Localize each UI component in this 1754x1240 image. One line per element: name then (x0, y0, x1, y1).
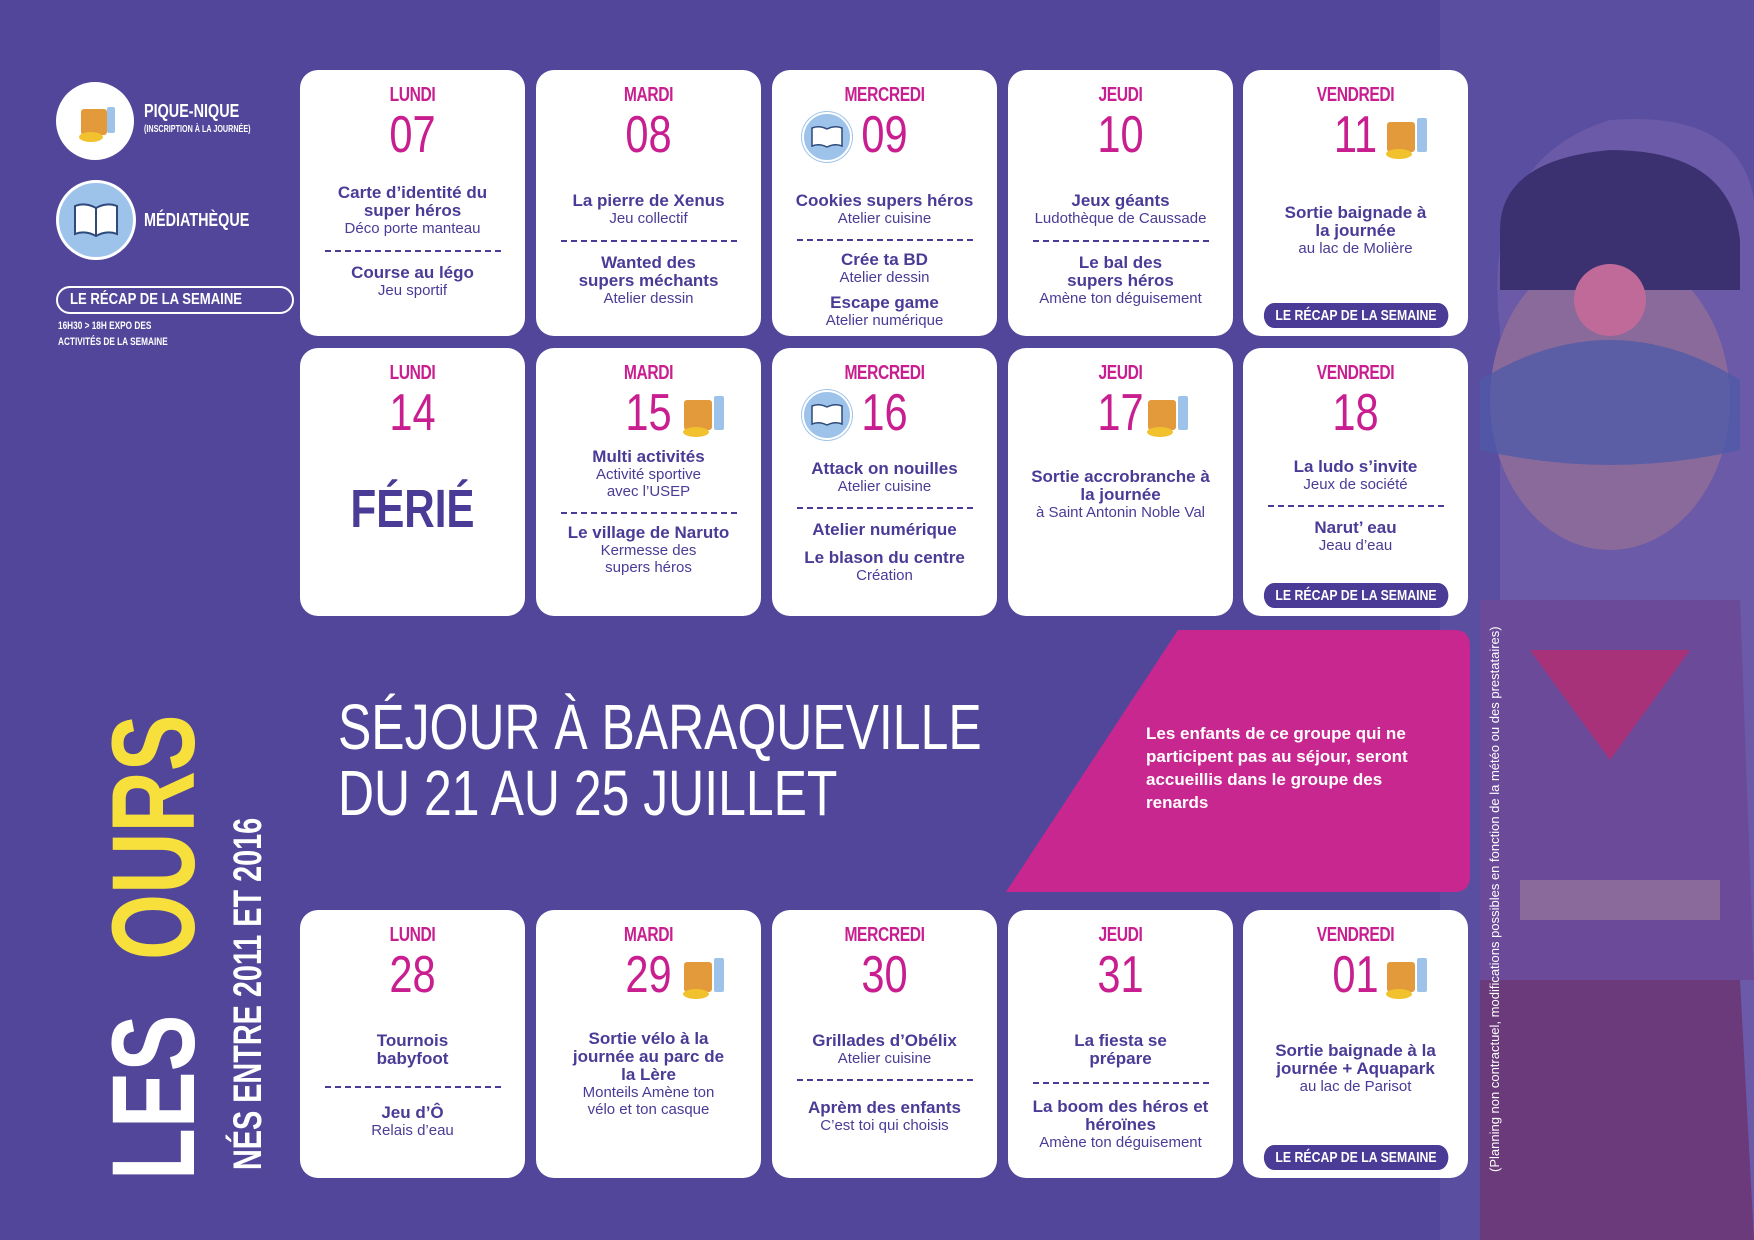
activity-sub: Atelier dessin (839, 269, 930, 286)
activity-sub: Jeu collectif (609, 210, 688, 227)
activity-title: Sortie baignade à la journée (1284, 203, 1427, 240)
day-name: JEUDI (1098, 84, 1143, 106)
activity-title: Le village de Naruto (567, 523, 730, 542)
day-card (772, 910, 997, 1178)
day-name: MARDI (623, 362, 674, 384)
title-subtitle: NÉS ENTRE 2011 ET 2016 (226, 817, 270, 1170)
day-name: VENDREDI (1316, 362, 1395, 384)
day-number: 15 (625, 384, 672, 442)
day-name: JEUDI (1098, 362, 1143, 384)
activity-sub: au lac de Parisot (1299, 1078, 1412, 1095)
day-card (300, 910, 525, 1178)
activity-sub: Jeau d’eau (1318, 537, 1393, 554)
day-card (1008, 348, 1233, 616)
day-card (536, 348, 761, 616)
activity-sub: Création (856, 567, 913, 584)
dashed-divider (797, 507, 973, 509)
activity-title: Sortie vélo à la journée au parc de la Lère (572, 1029, 725, 1084)
recap-legend-badge (56, 286, 294, 314)
picnic-icon (1381, 112, 1433, 164)
recap-legend-sub2: ACTIVITÉS DE LA SEMAINE (58, 336, 168, 348)
group-title (86, 951, 222, 1181)
activity-title: La fiesta se prépare (1074, 1031, 1167, 1068)
day-name: MARDI (623, 924, 674, 946)
day-card (1243, 70, 1468, 336)
activity-title: Aprèm des enfants (807, 1098, 962, 1117)
activity-sub: Amène ton déguisement (1039, 1134, 1202, 1151)
day-number: 29 (625, 946, 672, 1004)
picnic-legend-label: PIQUE-NIQUE (144, 101, 240, 121)
activity-title: Cookies supers héros (795, 191, 974, 210)
disclaimer-wrap (1486, 626, 1504, 1172)
title-ours-wrap (86, 619, 222, 960)
dashed-divider (1268, 505, 1444, 507)
day-name: MERCREDI (844, 84, 925, 106)
day-card (1243, 910, 1468, 1178)
day-card (536, 70, 761, 336)
dashed-divider (1033, 1082, 1209, 1084)
sejour-line2: DU 21 AU 25 JUILLET (338, 757, 838, 829)
day-name: LUNDI (389, 362, 436, 384)
activity-sub: Atelier cuisine (837, 210, 932, 227)
sejour-note: Les enfants de ce groupe qui ne participent pas au séjour, seront accueillis dans le groupe des renards (1146, 724, 1408, 812)
picnic-legend-sub: (INSCRIPTION À LA JOURNÉE) (144, 124, 251, 135)
day-number: 01 (1332, 946, 1379, 1004)
activity-sub: Amène ton déguisement (1039, 290, 1202, 307)
day-number: 30 (861, 946, 908, 1004)
day-card (1243, 348, 1468, 616)
activity-title: Attack on nouilles (811, 459, 958, 478)
day-number: 18 (1332, 384, 1379, 442)
day-number: 09 (861, 106, 908, 164)
day-card (1008, 910, 1233, 1178)
activity-title: Jeu d’Ô (381, 1103, 444, 1122)
activity-title: Sortie accrobranche à la journée (1031, 467, 1210, 504)
activity-title: La ludo s’invite (1293, 457, 1418, 476)
day-name: VENDREDI (1316, 84, 1395, 106)
picnic-icon (678, 952, 730, 1004)
activity-sub: Monteils Amène ton vélo et ton casque (582, 1084, 715, 1118)
day-number: 14 (389, 384, 436, 442)
dashed-divider (325, 1086, 501, 1088)
activity-title: Tournois babyfoot (376, 1031, 449, 1068)
picnic-icon (1381, 952, 1433, 1004)
activity-sub: Activité sportive avec l’USEP (595, 466, 702, 500)
activity-title: Multi activités (592, 447, 705, 466)
activity-sub: C’est toi qui choisis (820, 1117, 949, 1134)
activity-sub: au lac de Molière (1298, 240, 1413, 257)
day-card (300, 70, 525, 336)
dashed-divider (325, 250, 501, 252)
day-card (772, 348, 997, 616)
activity-sub: Jeu sportif (377, 282, 448, 299)
activity-title: Le blason du centre (804, 548, 965, 567)
dashed-divider (797, 239, 973, 241)
activity-sub: Atelier dessin (603, 290, 694, 307)
mediatheque-legend-icon (56, 180, 136, 260)
day-name: MERCREDI (844, 924, 925, 946)
picnic-icon (1142, 390, 1194, 442)
activity-title: Jeux géants (1071, 191, 1170, 210)
day-number: 07 (389, 106, 436, 164)
title-ours: OURS (88, 714, 220, 960)
day-number: 11 (1333, 106, 1378, 164)
activity-sub: Relais d’eau (371, 1122, 454, 1139)
day-name: JEUDI (1098, 924, 1143, 946)
recap-badge: LE RÉCAP DE LA SEMAINE (1263, 303, 1447, 328)
day-card (1008, 70, 1233, 336)
activity-title: Sortie baignade à la journée + Aquapark (1275, 1041, 1436, 1078)
dashed-divider (561, 240, 737, 242)
day-name: MERCREDI (844, 362, 925, 384)
activity-title: La pierre de Xenus (572, 191, 725, 210)
title-les: LES (88, 1014, 220, 1180)
sejour-line1: SÉJOUR À BARAQUEVILLE (338, 691, 982, 763)
day-number: 31 (1097, 946, 1144, 1004)
activity-sub: Atelier numérique (825, 312, 944, 329)
activity-sub: à Saint Antonin Noble Val (1035, 504, 1205, 521)
activity-title: Escape game (830, 293, 939, 312)
day-number: 08 (625, 106, 672, 164)
picnic-legend-icon (56, 82, 134, 160)
recap-badge: LE RÉCAP DE LA SEMAINE (1263, 583, 1447, 608)
day-name: VENDREDI (1316, 924, 1395, 946)
activity-title: Narut’ eau (1314, 518, 1397, 537)
disclaimer: (Planning non contractuel, modifications possibles en fonction de la météo ou des prestataires) (1487, 626, 1502, 1172)
day-number: 10 (1097, 106, 1144, 164)
activity-sub: Déco porte manteau (344, 220, 481, 237)
ferie-label: FÉRIÉ (350, 479, 475, 539)
activity-title: Carte d’identité du super héros (337, 183, 488, 220)
dashed-divider (1033, 240, 1209, 242)
activity-title: Le bal des supers héros (1067, 253, 1174, 290)
day-name: MARDI (623, 84, 674, 106)
activity-title: Grillades d’Obélix (812, 1031, 957, 1050)
activity-title: Crée ta BD (841, 250, 928, 269)
activity-sub: Atelier cuisine (837, 478, 932, 495)
day-number: 17 (1097, 384, 1144, 442)
title-subtitle-wrap (226, 681, 271, 1170)
mediatheque-legend-label: MÉDIATHÈQUE (144, 210, 250, 230)
recap-legend-label: LE RÉCAP DE LA SEMAINE (70, 291, 243, 308)
activity-title: Course au légo (351, 263, 474, 282)
recap-legend-sub1: 16H30 > 18H EXPO DES (58, 320, 152, 332)
day-name: LUNDI (389, 84, 436, 106)
day-card (300, 348, 525, 616)
activity-sub: Atelier cuisine (837, 1050, 932, 1067)
day-card (772, 70, 997, 336)
dashed-divider (561, 512, 737, 514)
activity-title: Wanted des supers méchants (578, 253, 719, 290)
activity-sub: Jeux de société (1303, 476, 1408, 493)
activity-title: Atelier numérique (812, 520, 957, 539)
dashed-divider (797, 1079, 973, 1081)
activity-title: La boom des héros et héroïnes (1032, 1097, 1209, 1134)
picnic-icon (678, 390, 730, 442)
activity-sub: Kermesse des supers héros (600, 542, 697, 576)
day-number: 28 (389, 946, 436, 1004)
day-card (536, 910, 761, 1178)
day-number: 16 (861, 384, 908, 442)
day-name: LUNDI (389, 924, 436, 946)
recap-badge: LE RÉCAP DE LA SEMAINE (1263, 1145, 1447, 1170)
activity-sub: Ludothèque de Caussade (1034, 210, 1207, 227)
